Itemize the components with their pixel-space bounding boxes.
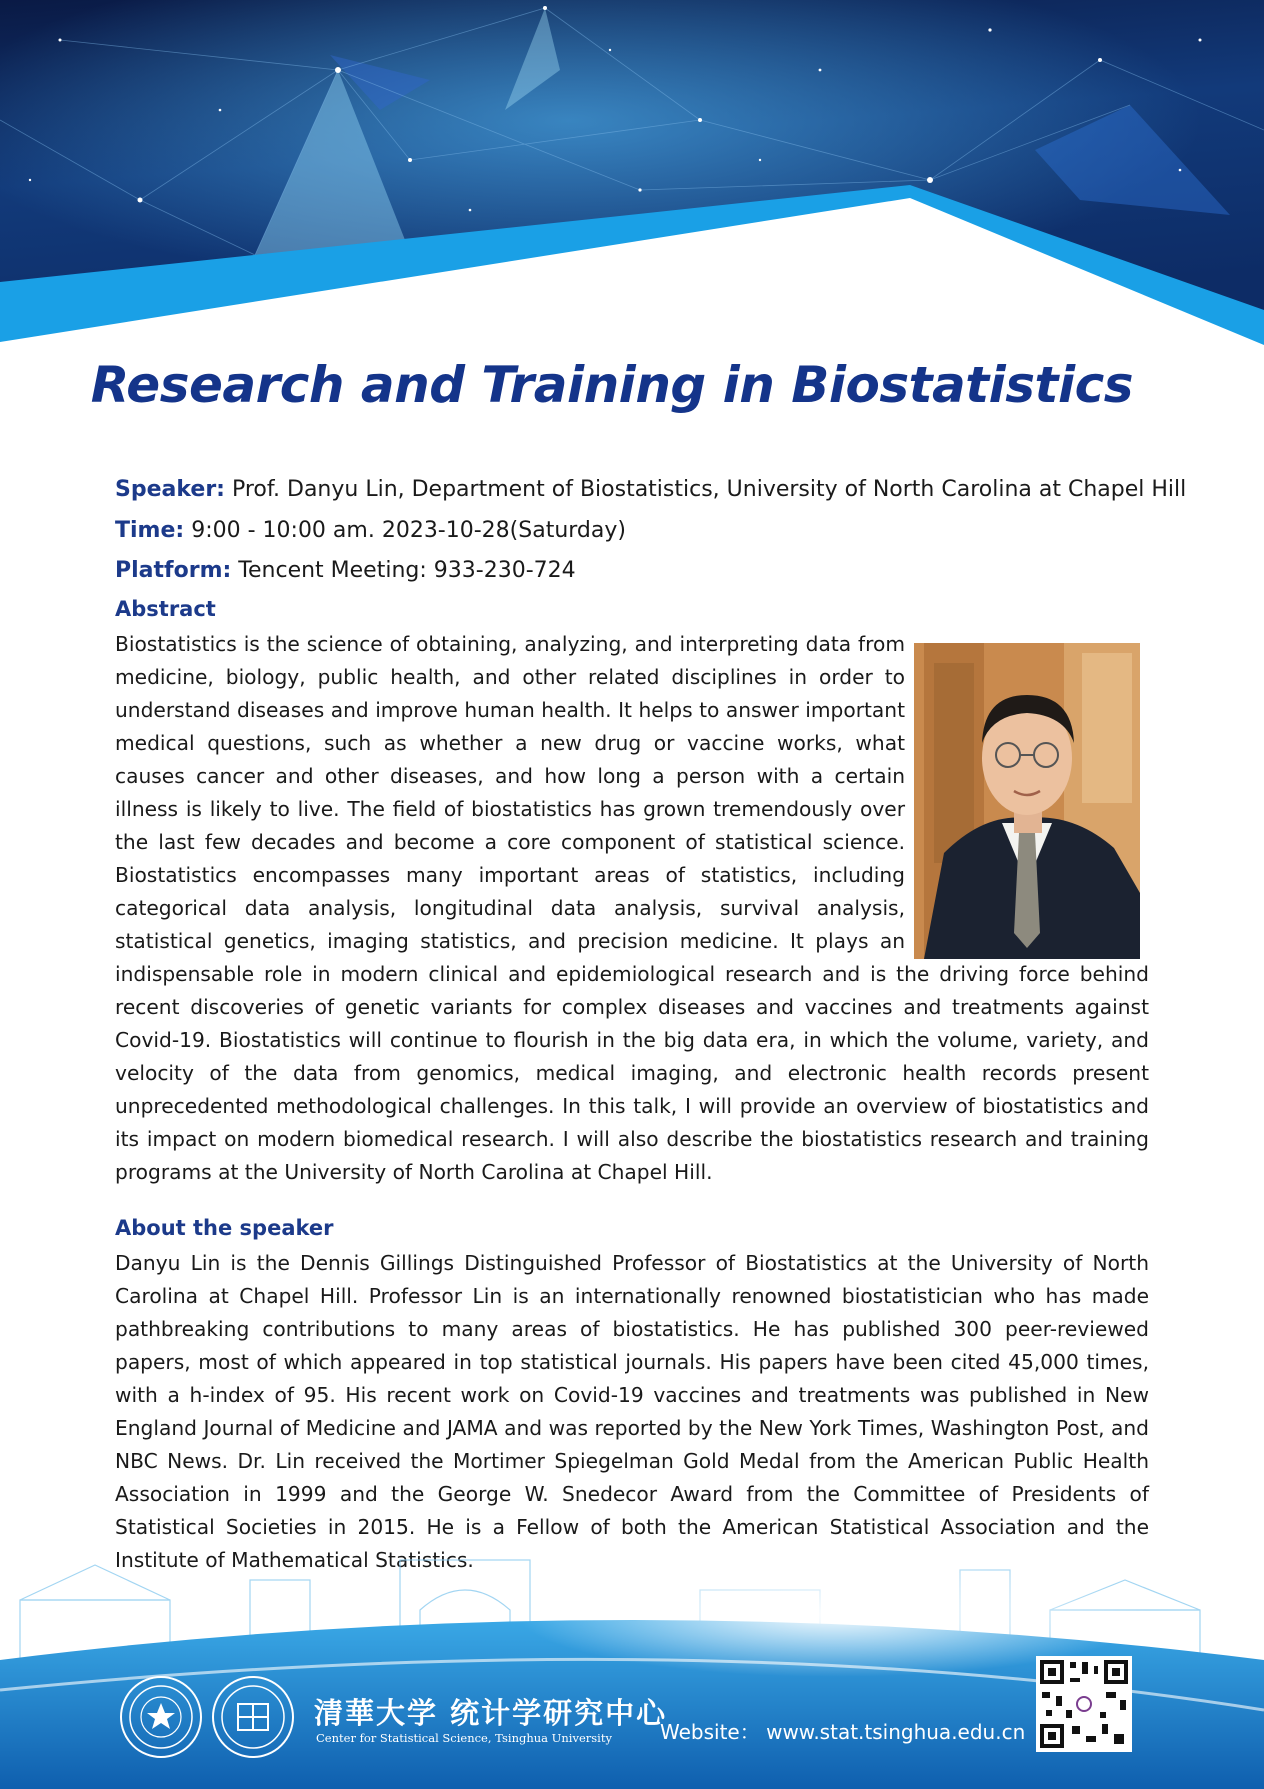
tsinghua-university-seal <box>120 1676 202 1758</box>
page-title: Research and Training in Biostatistics <box>90 356 1133 414</box>
abstract-text: Biostatistics is the science of obtaining, analyzing, and interpreting data from medicine, biology, public health, and other related disciplines in order to understand diseases and improve human health. It helps to answer important medical questions, such as whether a new drug or vaccine works, what causes cancer and other diseases, and how long a person with a certain illness is likely to live. The field of biostatistics has grown tremendously over the last few decades and become a core component of statistical science. Biostatistics encompasses many important areas of statistics, including categorical data analysis, longitudinal data analysis, survival analysis, statistical genetics, imaging statistics, and precision medicine. It plays an indispensable role in modern clinical and epidemiological research and is the driving force behind recent discoveries of genetic variants for complex diseases and vaccines and treatments against Covid-19. Biostatistics will continue to flourish in the big data era, in which the volume, variety, and velocity of the data from genomics, medical imaging, and electronic health records present unprecedented methodological challenges. In this talk, I will provide an overview of biostatistics and its impact on modern biomedical research. I will also describe the biostatistics research and training programs at the University of North Carolina at Chapel Hill. <box>115 632 1149 1184</box>
time-label: Time: <box>115 518 185 543</box>
stat-center-seal-icon <box>214 1678 292 1756</box>
platform-line <box>115 556 576 586</box>
speaker-value: Prof. Danyu Lin, Department of Biostatistics, University of North Carolina at Chapel Hill <box>231 477 1187 502</box>
speaker-label: Speaker: <box>115 477 225 502</box>
time-line <box>115 516 626 546</box>
header-starfield-banner <box>0 0 1264 345</box>
about-speaker-paragraph: Danyu Lin is the Dennis Gillings Distinguished Professor of Biostatistics at the University of North Carolina at Chapel Hill. Professor Lin is an internationally renowned biostatistician who has made pathbreaking contributions to many areas of biostatistics. He has published 300 peer-reviewed papers, most of which appeared in top statistical journals. His papers have been cited 45,000 times, with a h-index of 95. His recent work on Covid-19 vaccines and treatments was published in New England Journal of Medicine and JAMA and was reported by the New York Times, Washington Post, and NBC News. Dr. Lin received the Mortimer Spiegelman Gold Medal from the American Public Health Association in 1999 and the George W. Snedecor Award from the Committee of Presidents of Statistical Societies in 2015. He is a Fellow of both the American Statistical Association and the <box>115 1251 1149 1539</box>
speaker-line <box>115 475 1186 505</box>
platform-value: Tencent Meeting: 933-230-724 <box>238 558 576 583</box>
platform-label: Platform: <box>115 558 232 583</box>
qr-code-icon[interactable] <box>1036 1656 1132 1752</box>
time-value: 9:00 - 10:00 am. 2023-10-28(Saturday) <box>191 518 626 543</box>
abstract-heading: Abstract <box>115 597 216 621</box>
footer-chinese-name: 清華大学 统计学研究中心 <box>314 1696 668 1730</box>
footer-website[interactable]: Website： www.stat.tsinghua.edu.cn <box>660 1720 1026 1744</box>
about-speaker-heading: About the speaker <box>115 1216 334 1240</box>
tsinghua-seal-icon <box>122 1678 200 1756</box>
footer-english-name: Center for Statistical Science, Tsinghua University <box>316 1731 612 1745</box>
center-statistical-science-seal <box>212 1676 294 1758</box>
speaker-photo <box>914 643 1140 959</box>
